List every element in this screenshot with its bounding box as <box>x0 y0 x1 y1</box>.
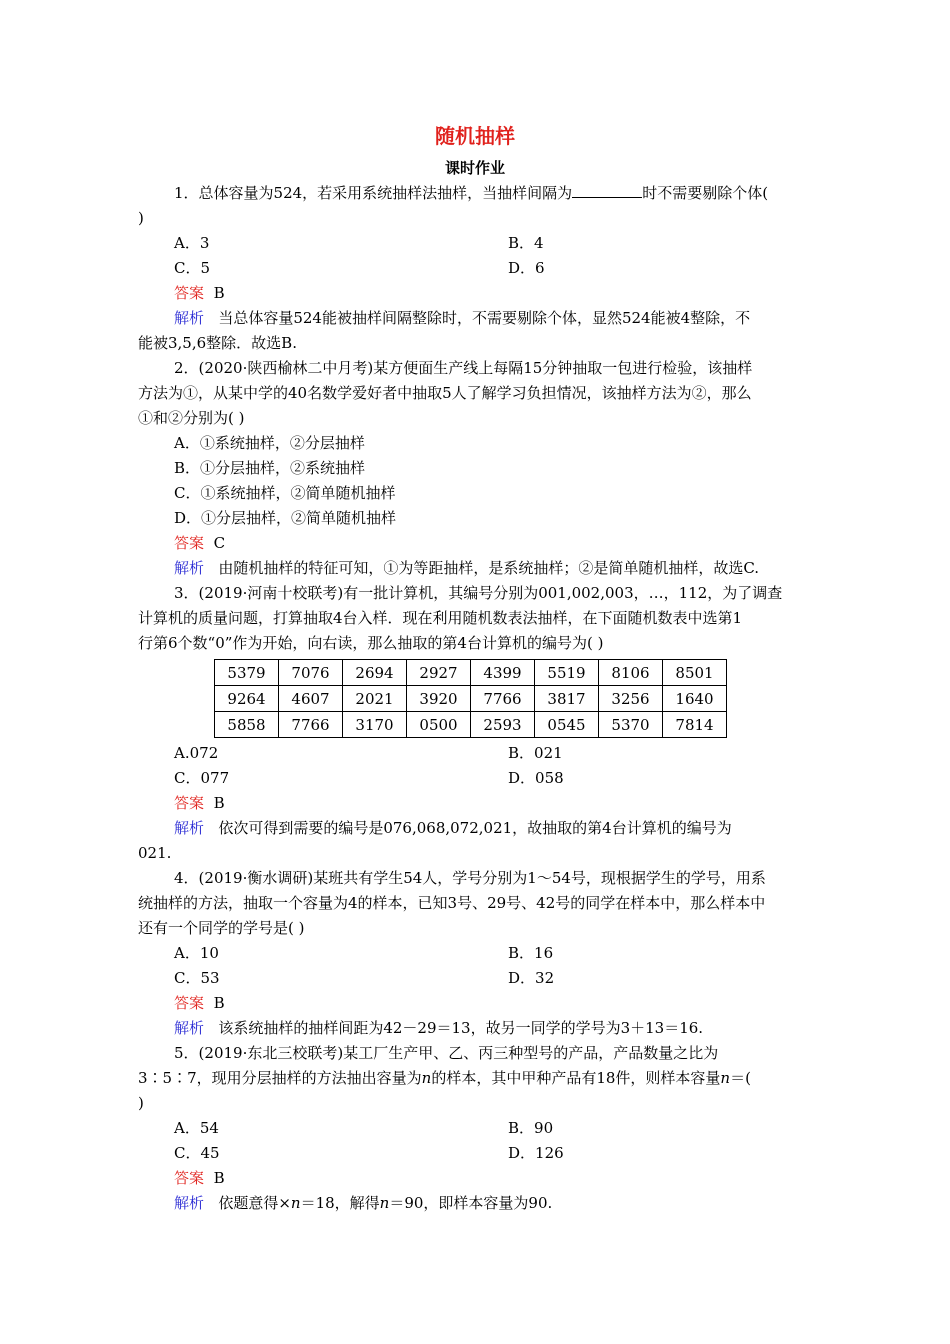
page-title: 随机抽样 <box>435 124 515 148</box>
q1-option-d: D．6 <box>508 259 545 277</box>
q5-variable-n: n <box>421 1069 432 1087</box>
q5-stem-part3: ＝( <box>730 1069 751 1087</box>
q1-explanation <box>174 306 852 331</box>
table-cell: 1640 <box>663 686 727 712</box>
q3-answer <box>174 791 852 816</box>
q5-variable-n: n <box>379 1194 390 1212</box>
q5-stem-line3: ) <box>138 1094 144 1112</box>
q3-answer-value: B <box>213 794 225 812</box>
answer-label: 答案 <box>174 994 205 1012</box>
q5-explanation-part3: ＝90，即样本容量为90. <box>389 1194 553 1212</box>
table-cell: 2694 <box>343 660 407 686</box>
table-cell: 0545 <box>535 712 599 738</box>
q3-stem-line1: 3．(2019·河南十校联考)有一批计算机，其编号分别为001,002,003，…，112，为了调查 <box>174 584 783 602</box>
table-cell: 2927 <box>407 660 471 686</box>
table-cell: 8106 <box>599 660 663 686</box>
q1-answer <box>174 281 852 306</box>
table-cell: 7766 <box>279 712 343 738</box>
q5-stem-part1: 3∶5∶7，现用分层抽样的方法抽出容量为 <box>138 1069 422 1087</box>
table-cell: 7766 <box>471 686 535 712</box>
q2-answer <box>174 531 852 556</box>
table-cell: 5519 <box>535 660 599 686</box>
table-cell: 8501 <box>663 660 727 686</box>
q3-stem-line3: 行第6个数“0”作为开始，向右读，那么抽取的第4台计算机的编号为( ) <box>138 634 604 652</box>
table-cell: 3170 <box>343 712 407 738</box>
q3-explanation <box>174 816 852 841</box>
page-subtitle: 课时作业 <box>444 159 505 177</box>
q4-explanation-text: 该系统抽样的抽样间距为42－29＝13，故另一同学的学号为3＋13＝16. <box>218 1019 704 1037</box>
answer-label: 答案 <box>174 284 205 302</box>
q3-option-c: C．077 <box>174 769 230 787</box>
table-cell: 3817 <box>535 686 599 712</box>
q1-explanation-line1: 当总体容量524能被抽样间隔整除时，不需要剔除个体，显然524能被4整除，不 <box>218 309 751 327</box>
answer-label: 答案 <box>174 1169 205 1187</box>
q4-option-a: A．10 <box>174 944 219 962</box>
q4-option-d: D．32 <box>508 969 555 987</box>
q5-option-a: A．54 <box>174 1119 219 1137</box>
q4-option-c: C．53 <box>174 969 220 987</box>
q3-option-b: B．021 <box>508 744 563 762</box>
q5-option-c: C．45 <box>174 1144 220 1162</box>
explanation-label: 解析 <box>174 1019 205 1037</box>
q2-stem-line3: ①和②分别为( ) <box>138 409 245 427</box>
q4-answer <box>174 991 852 1016</box>
answer-label: 答案 <box>174 534 205 552</box>
explanation-label: 解析 <box>174 559 205 577</box>
q5-variable-n: n <box>720 1069 731 1087</box>
q1-stem-end: ) <box>138 209 144 227</box>
q5-variable-n: n <box>290 1194 301 1212</box>
q2-answer-value: C <box>213 534 226 552</box>
answer-label: 答案 <box>174 794 205 812</box>
q2-stem-line2: 方法为①，从某中学的40名数学爱好者中抽取5人了解学习负担情况，该抽样方法为②，那么 <box>138 384 752 402</box>
table-cell: 9264 <box>215 686 279 712</box>
q3-option-d: D．058 <box>508 769 564 787</box>
q2-option-d: D．①分层抽样，②简单随机抽样 <box>174 509 397 527</box>
explanation-label: 解析 <box>174 819 205 837</box>
table-cell: 5858 <box>215 712 279 738</box>
q5-explanation-part1: 依题意得× <box>218 1194 291 1212</box>
q3-option-a: A.072 <box>174 744 219 762</box>
q5-stem-line2 <box>138 1066 816 1091</box>
table-row <box>215 660 727 686</box>
explanation-label: 解析 <box>174 1194 205 1212</box>
table-cell: 7814 <box>663 712 727 738</box>
q1-option-a: A．3 <box>174 234 210 252</box>
q2-explanation <box>174 556 852 581</box>
q5-option-d: D．126 <box>508 1144 564 1162</box>
explanation-label: 解析 <box>174 309 205 327</box>
q5-stem-part2: 的样本，其中甲种产品有18件，则样本容量 <box>431 1069 721 1087</box>
q1-option-b: B．4 <box>508 234 544 252</box>
q1-blank <box>572 181 642 198</box>
table-cell: 5379 <box>215 660 279 686</box>
q5-explanation <box>174 1191 852 1216</box>
q1-explanation-line2: 能被3,5,6整除．故选B. <box>138 334 297 352</box>
q3-explanation-line2: 021. <box>138 844 172 862</box>
q5-answer <box>174 1166 852 1191</box>
q1-option-c: C．5 <box>174 259 211 277</box>
table-cell: 4607 <box>279 686 343 712</box>
table-cell: 2593 <box>471 712 535 738</box>
q1-stem-part2: 时不需要剔除个体( <box>642 184 769 202</box>
table-cell: 7076 <box>279 660 343 686</box>
table-cell: 5370 <box>599 712 663 738</box>
q5-stem-line1: 5．(2019·东北三校联考)某工厂生产甲、乙、丙三种型号的产品，产品数量之比为 <box>174 1044 719 1062</box>
q4-option-b: B．16 <box>508 944 554 962</box>
q5-answer-value: B <box>213 1169 225 1187</box>
q1-stem <box>174 181 852 206</box>
q4-explanation <box>174 1016 852 1041</box>
table-row <box>215 686 727 712</box>
q4-answer-value: B <box>213 994 225 1012</box>
q2-option-b: B．①分层抽样，②系统抽样 <box>174 459 366 477</box>
q3-stem-line2: 计算机的质量问题，打算抽取4台入样．现在利用随机数表法抽样，在下面随机数表中选第1 <box>138 609 743 627</box>
q2-explanation-text: 由随机抽样的特征可知，①为等距抽样，是系统抽样；②是简单随机抽样，故选C. <box>218 559 760 577</box>
q5-explanation-part2: ＝18，解得 <box>300 1194 380 1212</box>
q4-stem-line2: 统抽样的方法，抽取一个容量为4的样本，已知3号、29号、42号的同学在样本中，那么样本中 <box>138 894 766 912</box>
table-cell: 2021 <box>343 686 407 712</box>
table-row <box>215 712 727 738</box>
q4-stem-line1: 4．(2019·衡水调研)某班共有学生54人，学号分别为1～54号，现根据学生的学号，用系 <box>174 869 766 887</box>
table-cell: 0500 <box>407 712 471 738</box>
table-cell: 3256 <box>599 686 663 712</box>
q2-stem-line1: 2．(2020·陕西榆林二中月考)某方便面生产线上每隔15分钟抽取一包进行检验，该抽样 <box>174 359 753 377</box>
q1-answer-value: B <box>213 284 225 302</box>
q2-option-a: A．①系统抽样，②分层抽样 <box>174 434 365 452</box>
q4-stem-line3: 还有一个同学的学号是( ) <box>138 919 305 937</box>
q5-option-b: B．90 <box>508 1119 554 1137</box>
q3-explanation-line1: 依次可得到需要的编号是076,068,072,021，故抽取的第4台计算机的编号为 <box>218 819 732 837</box>
q1-stem-part1: 1．总体容量为524，若采用系统抽样法抽样，当抽样间隔为 <box>174 184 573 202</box>
q2-option-c: C．①系统抽样，②简单随机抽样 <box>174 484 396 502</box>
table-cell: 4399 <box>471 660 535 686</box>
random-number-table <box>214 659 727 738</box>
table-cell: 3920 <box>407 686 471 712</box>
